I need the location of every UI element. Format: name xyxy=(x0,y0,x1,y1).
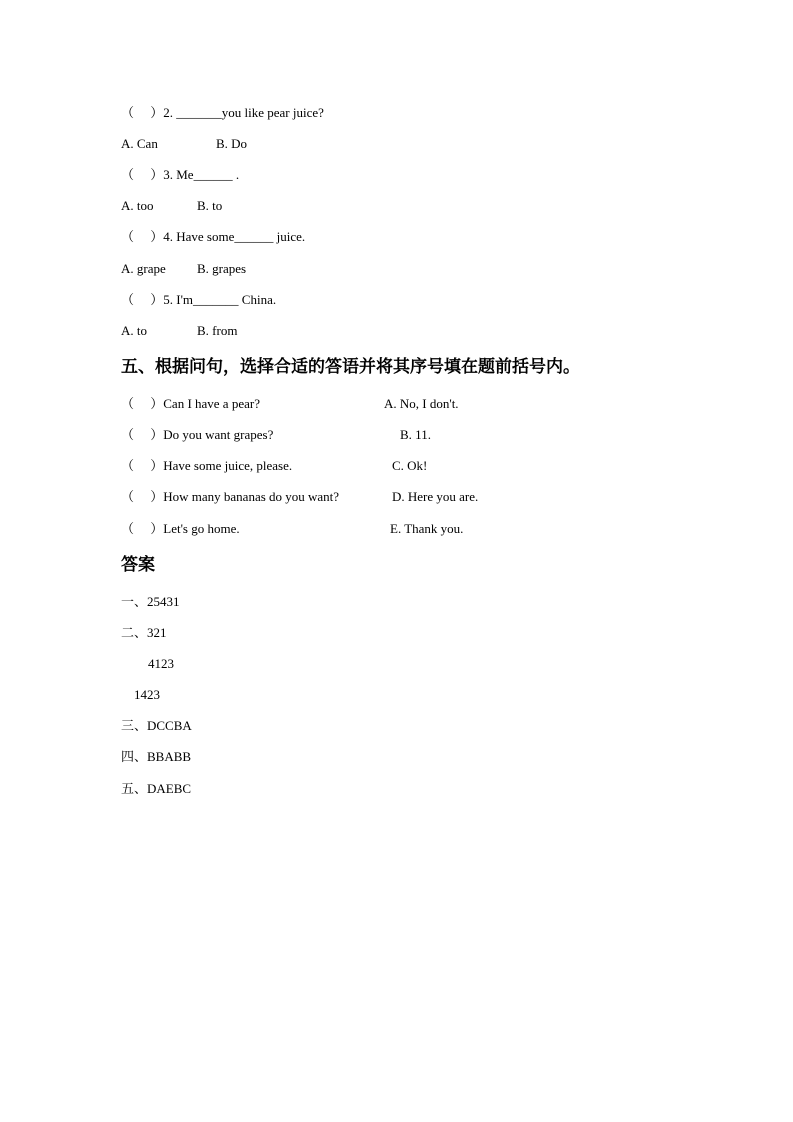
answer-line-1: 一、25431 xyxy=(121,594,180,609)
section5-answer-a: A. No, I don't. xyxy=(384,396,459,411)
q4-question: （ ）4. Have some______ juice. xyxy=(121,229,306,244)
section5-question-1: （ ）Can I have a pear? xyxy=(121,396,260,411)
section5-question-5: （ ）Let's go home. xyxy=(121,521,240,536)
section5-answer-b: B. 11. xyxy=(400,427,431,442)
q3-option-a: A. too xyxy=(121,198,154,213)
section5-heading: 五、根据问句，选择合适的答语并将其序号填在题前括号内。 xyxy=(121,357,580,377)
q5-question: （ ）5. I'm_______ China. xyxy=(121,292,277,307)
section5-question-3: （ ）Have some juice, please. xyxy=(121,458,293,473)
answer-line-5: 三、DCCBA xyxy=(121,718,192,733)
section5-answer-d: D. Here you are. xyxy=(392,489,479,504)
q2-option-a: A. Can xyxy=(121,136,158,151)
answer-line-6: 四、BBABB xyxy=(121,749,192,764)
answers-heading: 答案 xyxy=(121,555,155,575)
q3-option-b: B. to xyxy=(197,198,223,213)
q5-option-b: B. from xyxy=(197,323,238,338)
section5-answer-c: C. Ok! xyxy=(392,458,428,473)
q3-question: （ ）3. Me______ . xyxy=(121,167,240,182)
answer-line-7: 五、DAEBC xyxy=(121,781,192,796)
answer-line-4: 1423 xyxy=(134,687,160,702)
q2-option-b: B. Do xyxy=(216,136,248,151)
section5-question-2: （ ）Do you want grapes? xyxy=(121,427,274,442)
q5-option-a: A. to xyxy=(121,323,147,338)
section5-answer-e: E. Thank you. xyxy=(390,521,464,536)
q2-question: （ ）2. _______you like pear juice? xyxy=(121,105,324,120)
q4-option-b: B. grapes xyxy=(197,261,247,276)
answer-line-2: 二、321 xyxy=(121,625,167,640)
answer-line-3: 4123 xyxy=(148,656,174,671)
section5-question-4: （ ）How many bananas do you want? xyxy=(121,489,340,504)
q4-option-a: A. grape xyxy=(121,261,166,276)
